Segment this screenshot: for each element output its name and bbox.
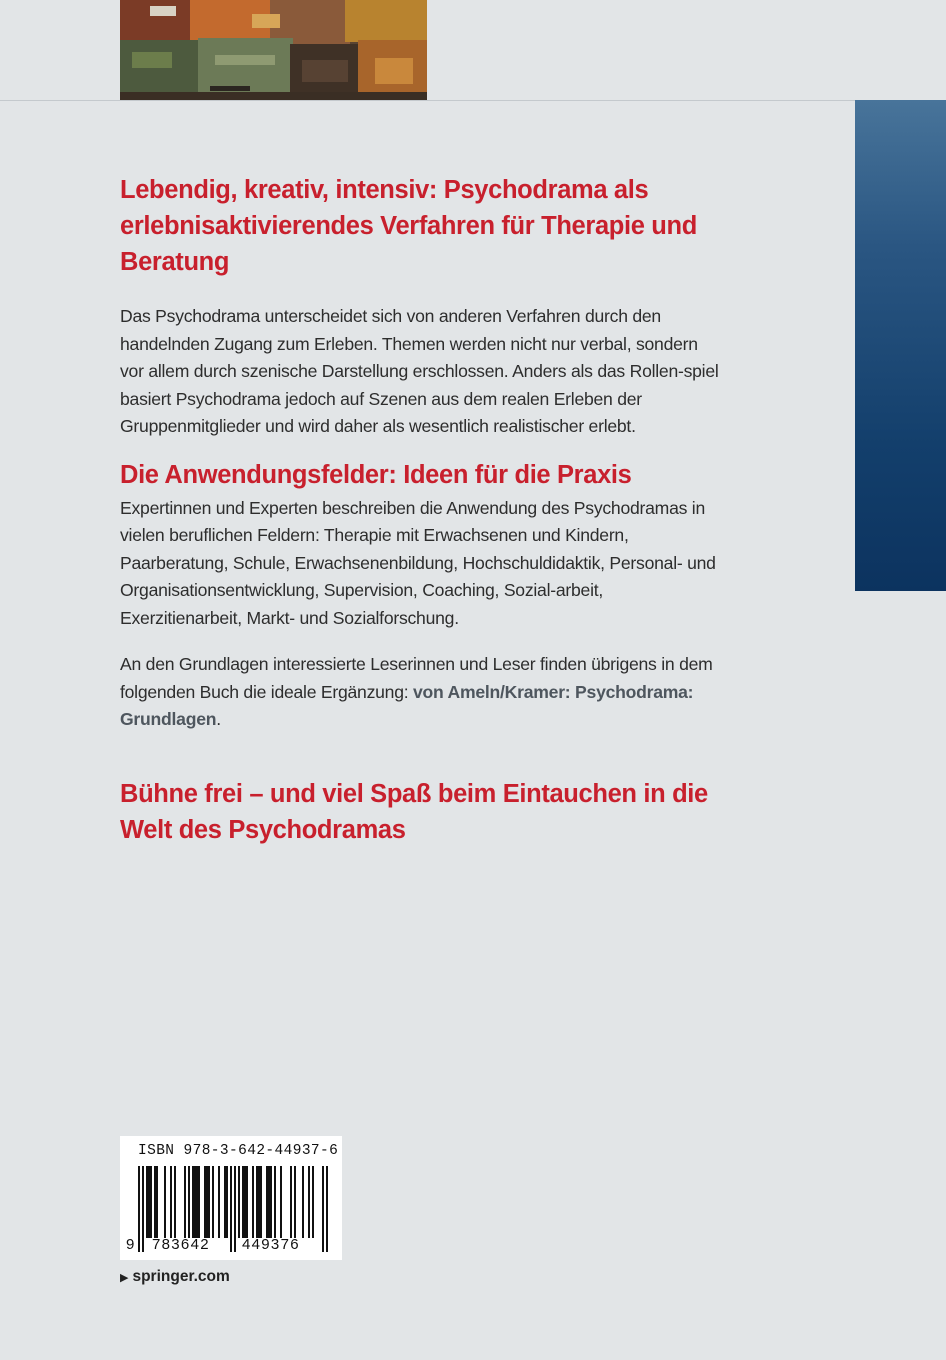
barcode-bar: [274, 1166, 276, 1238]
reference-end: .: [216, 709, 221, 729]
barcode-bar: [290, 1166, 292, 1238]
barcode-bar: [196, 1166, 198, 1238]
top-rule: [0, 100, 946, 101]
suitcases-image: [120, 0, 427, 101]
barcode-bar: [206, 1166, 208, 1238]
headline-applications: Die Anwendungsfelder: Ideen für die Praxis: [120, 460, 632, 489]
barcode-bar: [238, 1166, 240, 1238]
barcode-bar: [244, 1166, 246, 1238]
barcode-bar: [294, 1166, 296, 1238]
barcode-bar: [148, 1166, 150, 1238]
barcode-guard-bar: [322, 1166, 324, 1252]
triangle-right-icon: ▶: [120, 1271, 129, 1284]
ean-right-group: 449376: [242, 1236, 300, 1253]
isbn-label: ISBN 978-3-642-44937-6: [138, 1143, 339, 1159]
barcode-bar: [218, 1166, 220, 1238]
barcode-guard-bar: [234, 1166, 236, 1252]
barcode-bar: [266, 1166, 268, 1238]
barcode-guard-bar: [230, 1166, 232, 1252]
barcode-bar: [164, 1166, 166, 1238]
ean-left-group: 783642: [152, 1236, 210, 1253]
headline-intro: Lebendig, kreativ, intensiv: Psychodrama als erlebnisaktivierendes Verfahren für Therapie und Beratung: [120, 176, 697, 276]
barcode-bar: [198, 1166, 200, 1238]
barcode-bar: [268, 1166, 270, 1238]
reference-intro: An den Grundlagen interessierte Leserinnen und Leser finden übrigens in dem folgenden Buch die ideale Ergänzung:: [120, 654, 713, 702]
paragraph-reference: [120, 651, 720, 734]
barcode-bar: [188, 1166, 190, 1238]
ean-first-digit: 9: [126, 1236, 136, 1253]
barcode-bar: [270, 1166, 272, 1238]
barcode-bar: [312, 1166, 314, 1238]
barcode-bar: [174, 1166, 176, 1238]
barcode-bar: [192, 1166, 194, 1238]
barcode-bar: [150, 1166, 152, 1238]
barcode-bar: [308, 1166, 310, 1238]
barcode-guard-bar: [138, 1166, 140, 1252]
barcode-bar: [156, 1166, 158, 1238]
publisher-url: springer.com: [132, 1268, 230, 1285]
headline-closing: Bühne frei – und viel Spaß beim Eintauchen in die Welt des Psychodramas: [120, 779, 708, 844]
barcode-bar: [246, 1166, 248, 1238]
blue-spine-band: [855, 100, 946, 591]
barcode-bar: [260, 1166, 262, 1238]
paragraph-psychodrama: Das Psychodrama unterscheidet sich von anderen Verfahren durch den handelnden Zugang zum Erleben. Themen werden nicht nur verbal, sondern vor allem durch szenische Darstellung erschlossen. Anders als das Rollen-spiel basiert Psychodrama jedoch auf Szenen aus dem realen Erleben der Gruppenmitglieder und wird daher als wesentlich realistischer erlebt.: [120, 306, 719, 436]
barcode-bar: [146, 1166, 148, 1238]
back-cover-text: [120, 172, 720, 848]
barcode-bar: [226, 1166, 228, 1238]
barcode-bar: [280, 1166, 282, 1238]
barcode-bar: [208, 1166, 210, 1238]
paragraph-applications: Expertinnen und Experten beschreiben die Anwendung des Psychodramas in vielen beruflichen Feldern: Therapie mit Erwachsenen und Kindern, Paarberatung, Schule, Erwachsenenbildung, Hochschuldidaktik, Personal- und Organisationsentwicklung, Supervision, Coaching, Sozial-arbeit, Exerzitienarbeit, Markt- und Sozialforschung.: [120, 497, 716, 628]
publisher-link[interactable]: [120, 1268, 230, 1286]
barcode-bar: [224, 1166, 226, 1238]
barcode-bar: [170, 1166, 172, 1238]
barcode-guard-bar: [326, 1166, 328, 1252]
barcode-bar: [204, 1166, 206, 1238]
barcode-bar: [194, 1166, 196, 1238]
barcode-bar: [212, 1166, 214, 1238]
barcode-bar: [258, 1166, 260, 1238]
isbn-barcode: [120, 1136, 342, 1260]
barcode-bar: [184, 1166, 186, 1238]
barcode-bar: [302, 1166, 304, 1238]
reference-book: von Ameln/Kramer: Psychodrama: Grundlagen: [120, 681, 694, 729]
cover-photo-suitcases: [120, 0, 427, 101]
barcode-guard-bar: [142, 1166, 144, 1252]
barcode-bar: [252, 1166, 254, 1238]
barcode-bar: [256, 1166, 258, 1238]
barcode-bar: [242, 1166, 244, 1238]
barcode-bar: [154, 1166, 156, 1238]
